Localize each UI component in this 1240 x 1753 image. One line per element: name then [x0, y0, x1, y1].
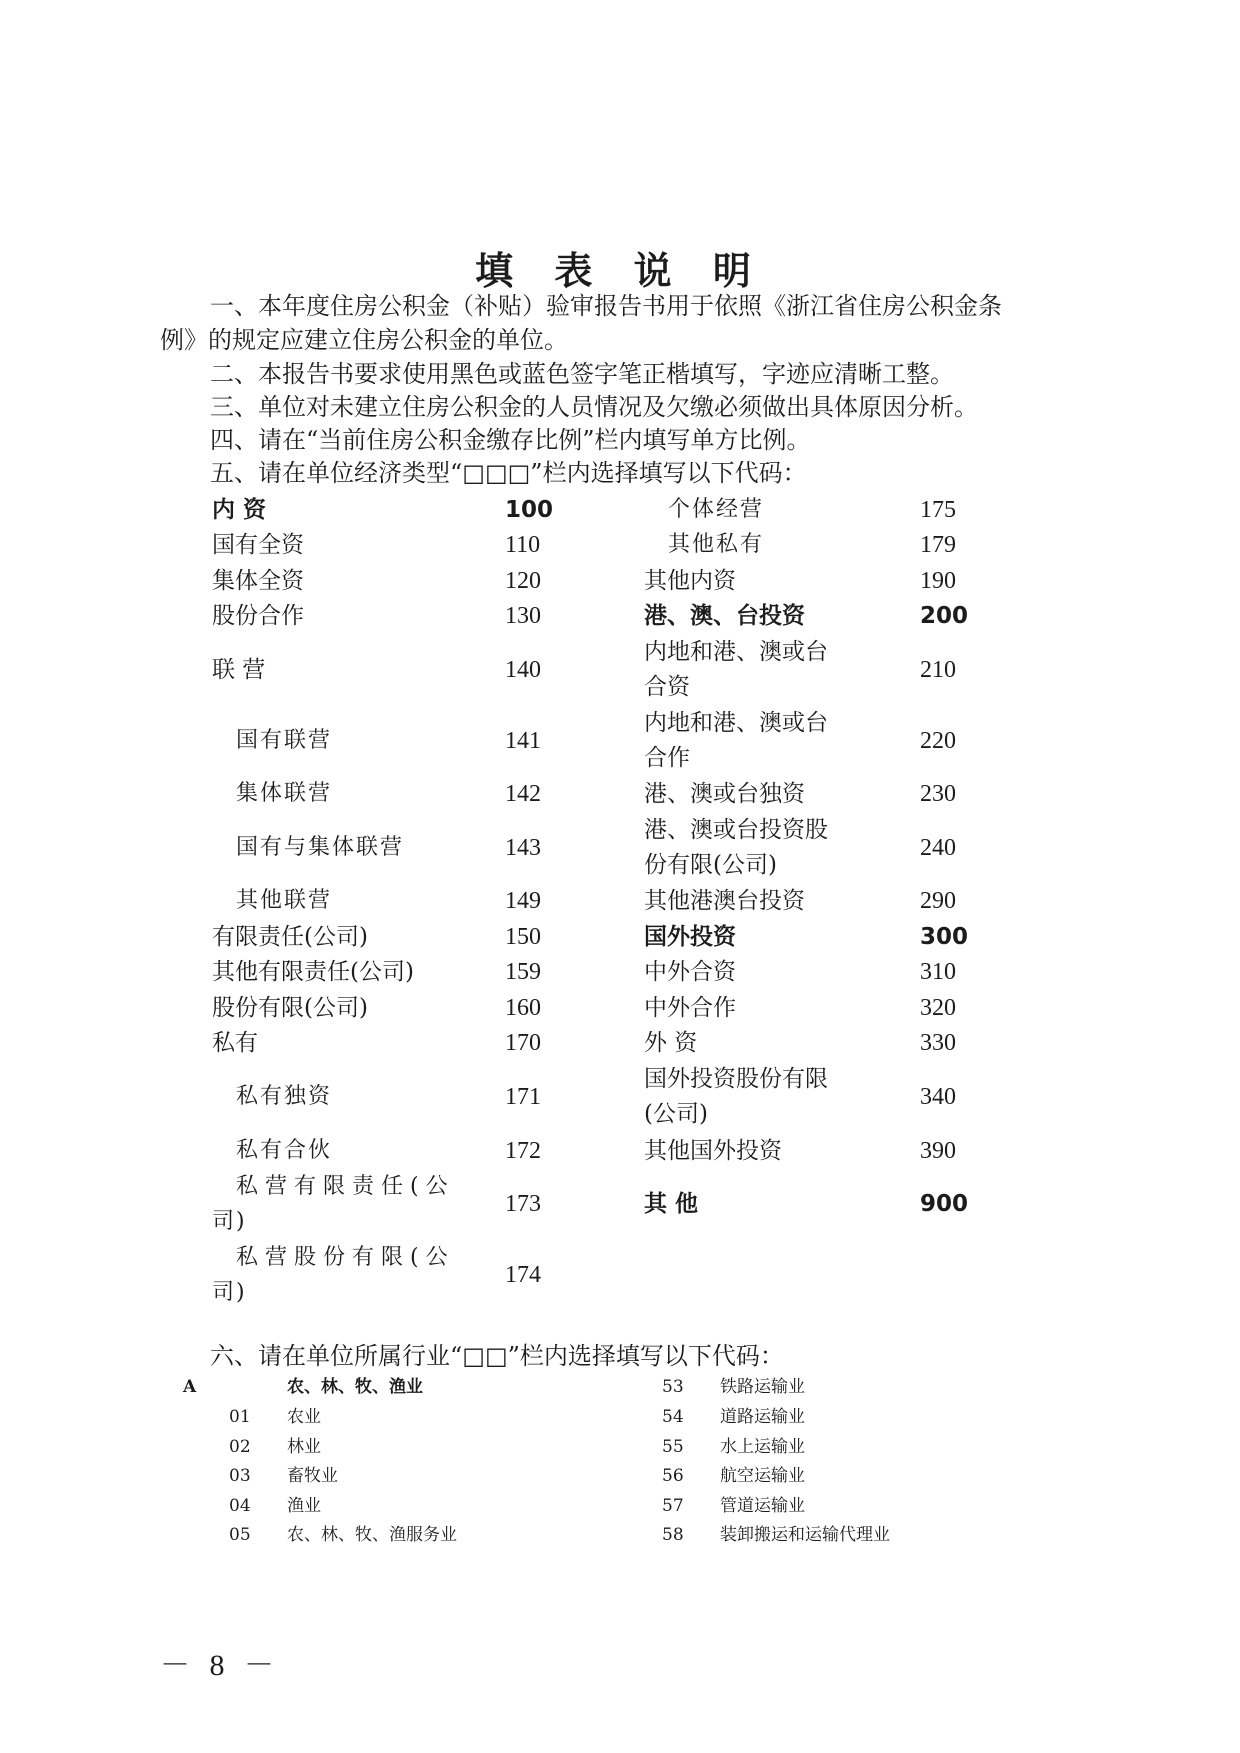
econ-name-line2: 司) [212, 1209, 247, 1234]
industry-name: 铁路运输业 [720, 1377, 805, 1397]
industry-code: 57 [662, 1496, 684, 1516]
econ-name: 国有联营 [236, 728, 333, 753]
econ-code: 210 [920, 657, 956, 683]
industry-code: 04 [229, 1496, 251, 1516]
econ-name-line1: 国外投资股份有限 [644, 1066, 828, 1092]
industry-name: 装卸搬运和运输代理业 [720, 1525, 890, 1545]
econ-code: 120 [505, 568, 541, 594]
econ-code: 100 [505, 497, 554, 523]
industry-name: 水上运输业 [720, 1437, 805, 1457]
econ-name: 国有全资 [212, 532, 304, 558]
econ-code: 171 [505, 1084, 541, 1110]
industry-name: 渔业 [287, 1496, 321, 1516]
econ-name-line2: 司) [212, 1280, 247, 1305]
industry-name: 林业 [287, 1437, 321, 1457]
econ-name: 集体全资 [212, 568, 304, 594]
industry-name: 道路运输业 [720, 1407, 805, 1427]
econ-name: 联 营 [212, 657, 266, 683]
econ-code: 140 [505, 657, 541, 683]
industry-name: 管道运输业 [720, 1496, 805, 1516]
econ-name: 有限责任(公司) [212, 924, 368, 950]
econ-name-line1: 私营有限责任(公 [236, 1174, 455, 1199]
instruction-6: 六、请在单位所属行业“□□”栏内选择填写以下代码： [210, 1342, 784, 1370]
instruction-2: 二、本报告书要求使用黑色或蓝色签字笔正楷填写，字迹应清晰工整。 [210, 360, 954, 388]
econ-code: 175 [920, 497, 956, 523]
industry-code: A [183, 1377, 197, 1397]
industry-name: 农业 [287, 1407, 321, 1427]
econ-code: 230 [920, 781, 956, 807]
econ-name: 国有与集体联营 [236, 835, 405, 860]
econ-code: 160 [505, 995, 541, 1021]
econ-name-line2: 合作 [644, 745, 690, 771]
econ-code: 170 [505, 1030, 541, 1056]
page-title: 填 表 说 明 [475, 248, 765, 293]
econ-code: 310 [920, 959, 956, 985]
industry-name: 畜牧业 [287, 1466, 338, 1486]
industry-code: 53 [662, 1377, 684, 1397]
econ-name: 内 资 [212, 497, 267, 523]
econ-name: 集体联营 [236, 781, 333, 806]
econ-name-line1: 港、澳或台投资股 [644, 817, 828, 843]
econ-name-line2: 合资 [644, 674, 690, 700]
econ-name: 个体经营 [668, 497, 765, 522]
econ-code: 900 [920, 1191, 969, 1217]
industry-code: 01 [229, 1407, 251, 1427]
econ-code: 172 [505, 1138, 541, 1164]
econ-code: 220 [920, 728, 956, 754]
econ-name: 股份合作 [212, 603, 304, 629]
econ-name: 其他联营 [236, 888, 333, 913]
econ-name: 其他内资 [644, 568, 736, 594]
econ-code: 159 [505, 959, 541, 985]
econ-code: 290 [920, 888, 956, 914]
econ-name: 其他国外投资 [644, 1138, 782, 1164]
page-number: － 8 － [160, 1649, 280, 1682]
econ-code: 173 [505, 1191, 541, 1217]
instruction-4: 四、请在“当前住房公积金缴存比例”栏内填写单方比例。 [210, 426, 811, 454]
econ-name: 港、澳或台独资 [644, 781, 805, 807]
econ-code: 240 [920, 835, 956, 861]
econ-code: 300 [920, 924, 969, 950]
econ-name: 其他港澳台投资 [644, 888, 805, 914]
instruction-1-line2: 例》的规定应建立住房公积金的单位。 [160, 326, 568, 354]
econ-name: 外 资 [644, 1030, 698, 1056]
econ-code: 190 [920, 568, 956, 594]
industry-name: 航空运输业 [720, 1466, 805, 1486]
econ-name-line1: 内地和港、澳或台 [644, 639, 828, 665]
econ-name: 港、澳、台投资 [644, 603, 805, 629]
econ-code: 142 [505, 781, 541, 807]
industry-name: 农、林、牧、渔服务业 [287, 1525, 457, 1545]
econ-code: 110 [505, 532, 541, 558]
econ-code: 200 [920, 603, 969, 629]
econ-name: 私有 [212, 1030, 258, 1056]
econ-name: 中外合作 [644, 995, 736, 1021]
econ-name-line1: 私营股份有限(公 [236, 1245, 455, 1270]
industry-name: 农、林、牧、渔业 [287, 1377, 423, 1397]
industry-code: 55 [662, 1437, 684, 1457]
econ-code: 143 [505, 835, 541, 861]
instruction-3: 三、单位对未建立住房公积金的人员情况及欠缴必须做出具体原因分析。 [210, 393, 978, 421]
industry-code: 58 [662, 1525, 684, 1545]
econ-code: 390 [920, 1138, 956, 1164]
industry-code: 54 [662, 1407, 684, 1427]
econ-name: 其他私有 [668, 532, 765, 557]
econ-name-line2: (公司) [644, 1101, 708, 1127]
industry-code: 56 [662, 1466, 684, 1486]
econ-code: 174 [505, 1262, 541, 1288]
econ-name: 其他有限责任(公司) [212, 959, 414, 985]
econ-name: 股份有限(公司) [212, 995, 368, 1021]
econ-code: 141 [505, 728, 541, 754]
econ-code: 150 [505, 924, 541, 950]
econ-code: 149 [505, 888, 541, 914]
econ-name: 国外投资 [644, 924, 736, 950]
econ-name-line1: 内地和港、澳或台 [644, 710, 828, 736]
industry-code: 05 [229, 1525, 251, 1545]
econ-name: 中外合资 [644, 959, 736, 985]
econ-name: 私有合伙 [236, 1138, 333, 1163]
econ-name: 私有独资 [236, 1084, 333, 1109]
econ-code: 130 [505, 603, 541, 629]
econ-code: 320 [920, 995, 956, 1021]
instruction-1-line1: 一、本年度住房公积金（补贴）验审报告书用于依照《浙江省住房公积金条 [210, 292, 1002, 320]
instruction-5: 五、请在单位经济类型“□□□”栏内选择填写以下代码： [210, 459, 807, 487]
econ-name-line2: 份有限(公司) [644, 852, 777, 878]
econ-code: 179 [920, 532, 956, 558]
econ-code: 340 [920, 1084, 956, 1110]
industry-code: 02 [229, 1437, 251, 1457]
econ-name: 其 他 [644, 1191, 699, 1217]
econ-code: 330 [920, 1030, 956, 1056]
industry-code: 03 [229, 1466, 251, 1486]
